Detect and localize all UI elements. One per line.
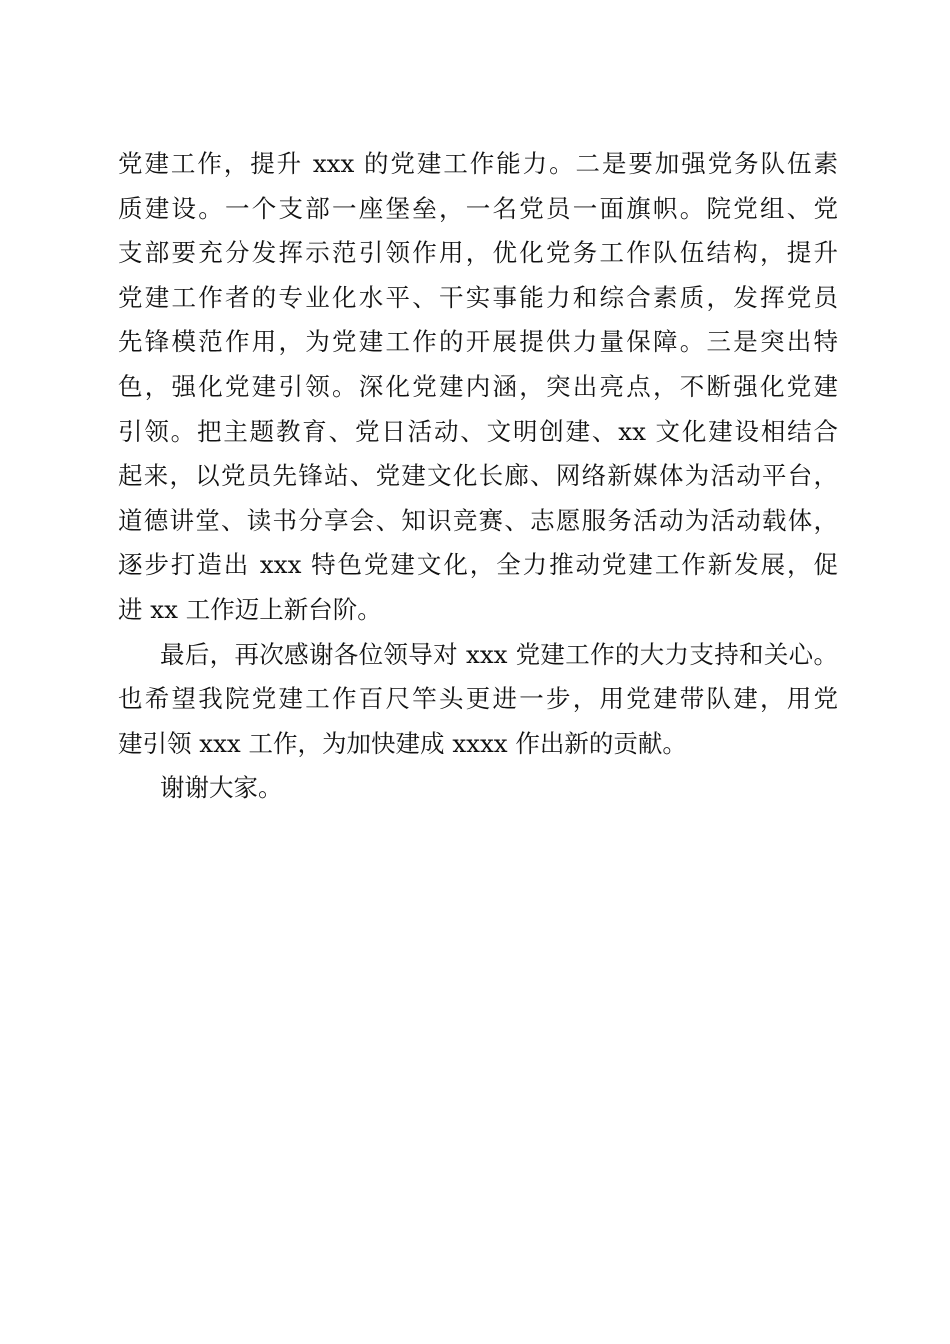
text-line: 党建工作者的专业化水平、干实事能力和综合素质，发挥党员 — [118, 282, 838, 312]
text-line: 色，强化党建引领。深化党建内涵，突出亮点，不断强化党建 — [118, 371, 838, 401]
text-line: 谢谢大家。 — [160, 773, 283, 803]
text-line: 逐步打造出 xxx 特色党建文化，全力推动党建工作新发展，促 — [118, 550, 838, 580]
text-line: 道德讲堂、读书分享会、知识竞赛、志愿服务活动为活动载体， — [118, 505, 838, 535]
paragraph-party-building-tasks — [118, 142, 838, 633]
text-line: 进 xx 工作迈上新台阶。 — [118, 594, 382, 624]
text-line: 质建设。一个支部一座堡垒，一名党员一面旗帜。院党组、党 — [118, 193, 838, 223]
paragraph-final-thanks — [118, 766, 838, 811]
document-body — [118, 142, 838, 811]
text-line: 起来，以党员先锋站、党建文化长廊、网络新媒体为活动平台， — [118, 461, 838, 491]
text-line: 引领。把主题教育、党日活动、文明创建、xx 文化建设相结合 — [118, 416, 838, 446]
text-line: 支部要充分发挥示范引领作用，优化党务工作队伍结构，提升 — [118, 238, 838, 268]
paragraph-closing-thanks — [118, 633, 838, 767]
text-line: 先锋模范作用，为党建工作的开展提供力量保障。三是突出特 — [118, 327, 838, 357]
text-line: 党建工作，提升 xxx 的党建工作能力。二是要加强党务队伍素 — [118, 149, 838, 178]
text-line: 最后，再次感谢各位领导对 xxx 党建工作的大力支持和关心。 — [160, 639, 838, 669]
text-line: 也希望我院党建工作百尺竿头更进一步，用党建带队建，用党 — [118, 684, 838, 714]
text-line: 建引领 xxx 工作，为加快建成 xxxx 作出新的贡献。 — [118, 728, 687, 758]
